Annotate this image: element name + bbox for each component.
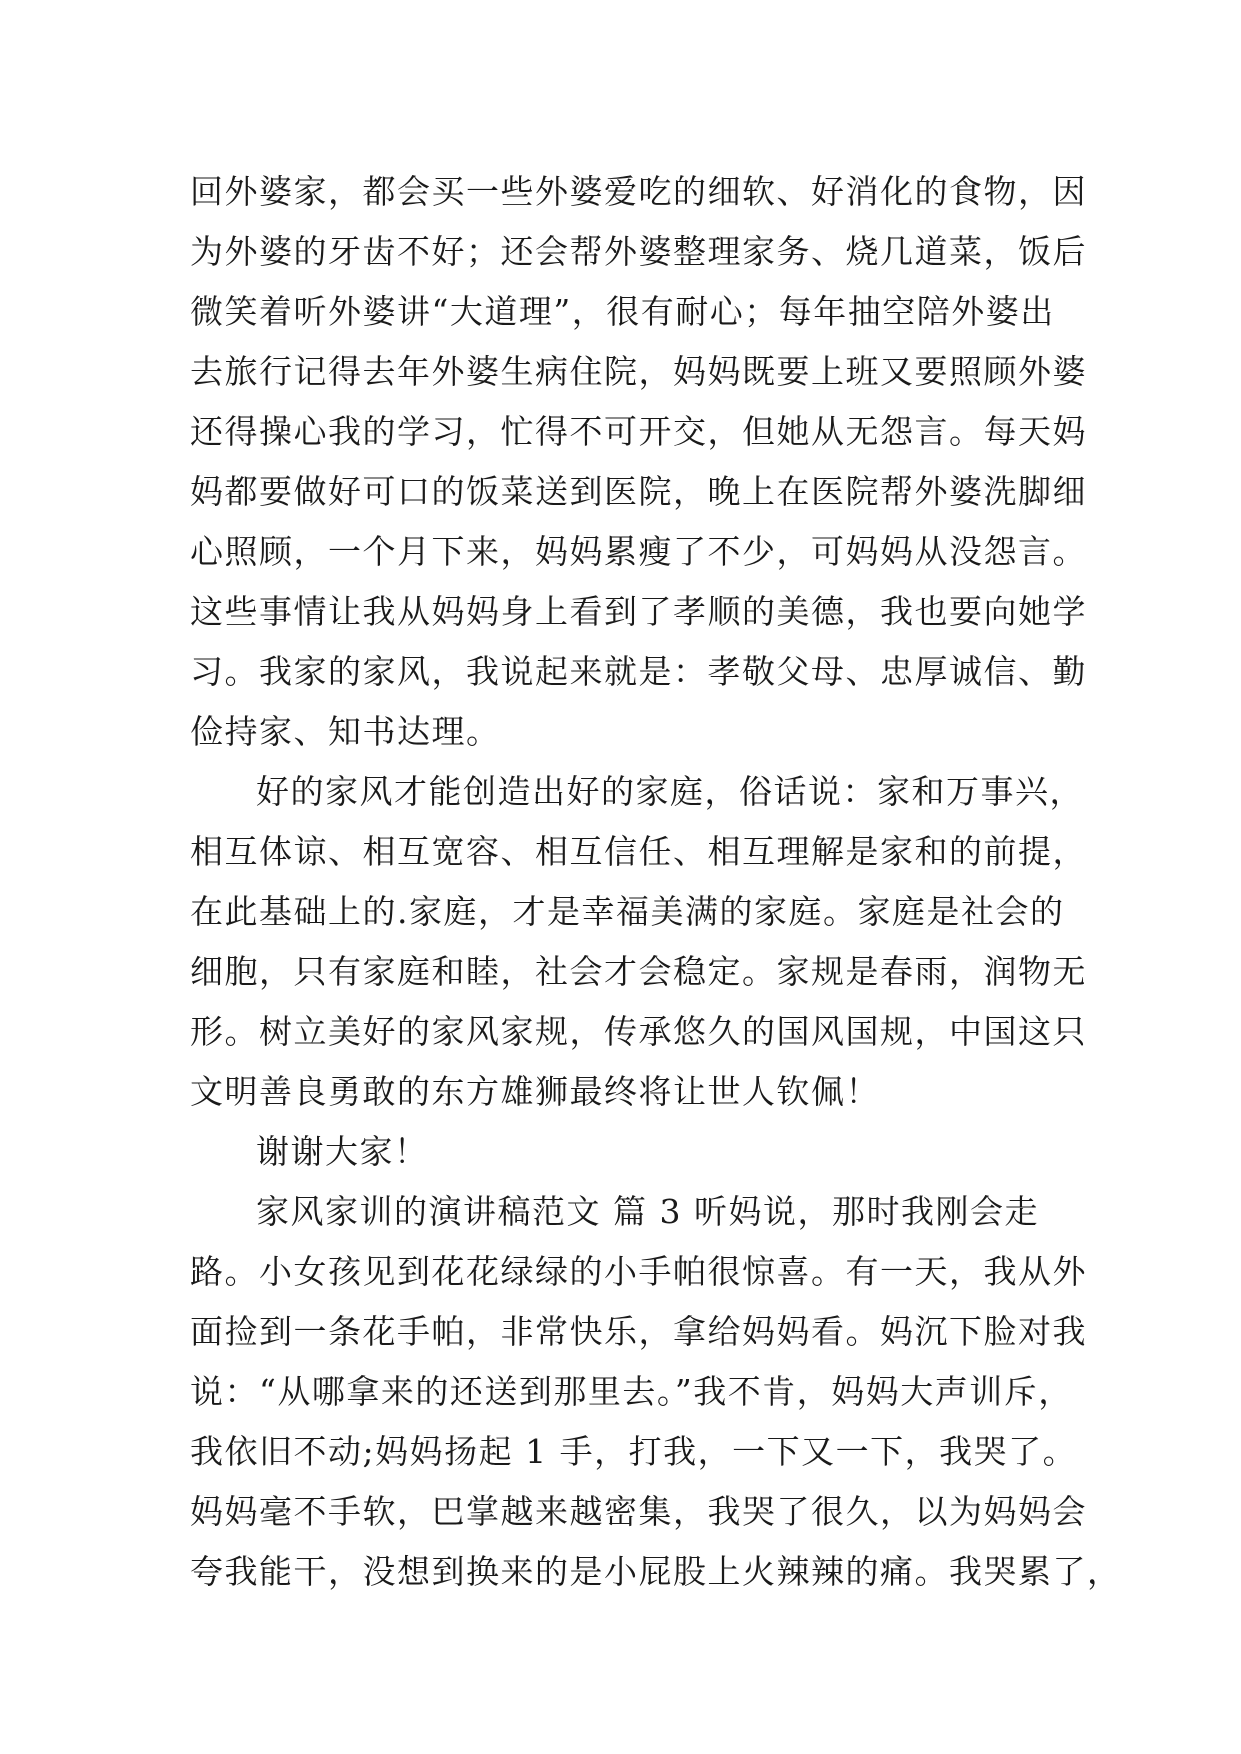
text-line: 细胞，只有家庭和睦，社会才会稳定。家规是春雨，润物无 xyxy=(190,952,1087,991)
text-line: 还得操心我的学习，忙得不可开交，但她从无怨言。每天妈 xyxy=(190,412,1087,451)
text-line: 回外婆家，都会买一些外婆爱吃的细软、好消化的食物，因 xyxy=(190,172,1087,211)
text-line: 相互体谅、相互宽容、相互信任、相互理解是家和的前提， xyxy=(190,832,1087,871)
text-line: 面捡到一条花手帕，非常快乐，拿给妈妈看。妈沉下脸对我 xyxy=(190,1312,1087,1351)
text-line: 形。树立美好的家风家规，传承悠久的国风国规，中国这只 xyxy=(190,1012,1087,1051)
text-line: 这些事情让我从妈妈身上看到了孝顺的美德，我也要向她学 xyxy=(190,592,1087,631)
text-line: 谢谢大家！ xyxy=(256,1132,429,1171)
text-line: 俭持家、知书达理。 xyxy=(190,712,501,751)
text-line: 夸我能干，没想到换来的是小屁股上火辣辣的痛。我哭累了， xyxy=(190,1552,1122,1591)
text-line: 微笑着听外婆讲“大道理”，很有耐心；每年抽空陪外婆出 xyxy=(190,292,1055,331)
text-line: 心照顾，一个月下来，妈妈累瘦了不少，可妈妈从没怨言。 xyxy=(190,532,1087,571)
text-line: 妈都要做好可口的饭菜送到医院，晚上在医院帮外婆洗脚细 xyxy=(190,472,1087,511)
text-line: 好的家风才能创造出好的家庭，俗话说：家和万事兴， xyxy=(256,772,1084,811)
text-line: 路。小女孩见到花花绿绿的小手帕很惊喜。有一天，我从外 xyxy=(190,1252,1087,1291)
text-line: 家风家训的演讲稿范文 篇 3 听妈说，那时我刚会走 xyxy=(256,1192,1039,1231)
text-line: 我依旧不动;妈妈扬起 1 手，打我，一下又一下，我哭了。 xyxy=(190,1432,1078,1471)
text-line: 文明善良勇敢的东方雄狮最终将让世人钦佩！ xyxy=(190,1072,880,1111)
text-line: 妈妈毫不手软，巴掌越来越密集，我哭了很久，以为妈妈会 xyxy=(190,1492,1087,1531)
text-line: 说：“从哪拿来的还送到那里去。”我不肯，妈妈大声训斥， xyxy=(190,1372,1073,1411)
text-line: 习。我家的家风，我说起来就是：孝敬父母、忠厚诚信、勤 xyxy=(190,652,1087,691)
text-line: 在此基础上的.家庭，才是幸福美满的家庭。家庭是社会的 xyxy=(190,892,1065,931)
text-line: 去旅行记得去年外婆生病住院，妈妈既要上班又要照顾外婆 xyxy=(190,352,1087,391)
body-text xyxy=(190,162,1122,1602)
text-line: 为外婆的牙齿不好；还会帮外婆整理家务、烧几道菜，饭后 xyxy=(190,232,1087,271)
